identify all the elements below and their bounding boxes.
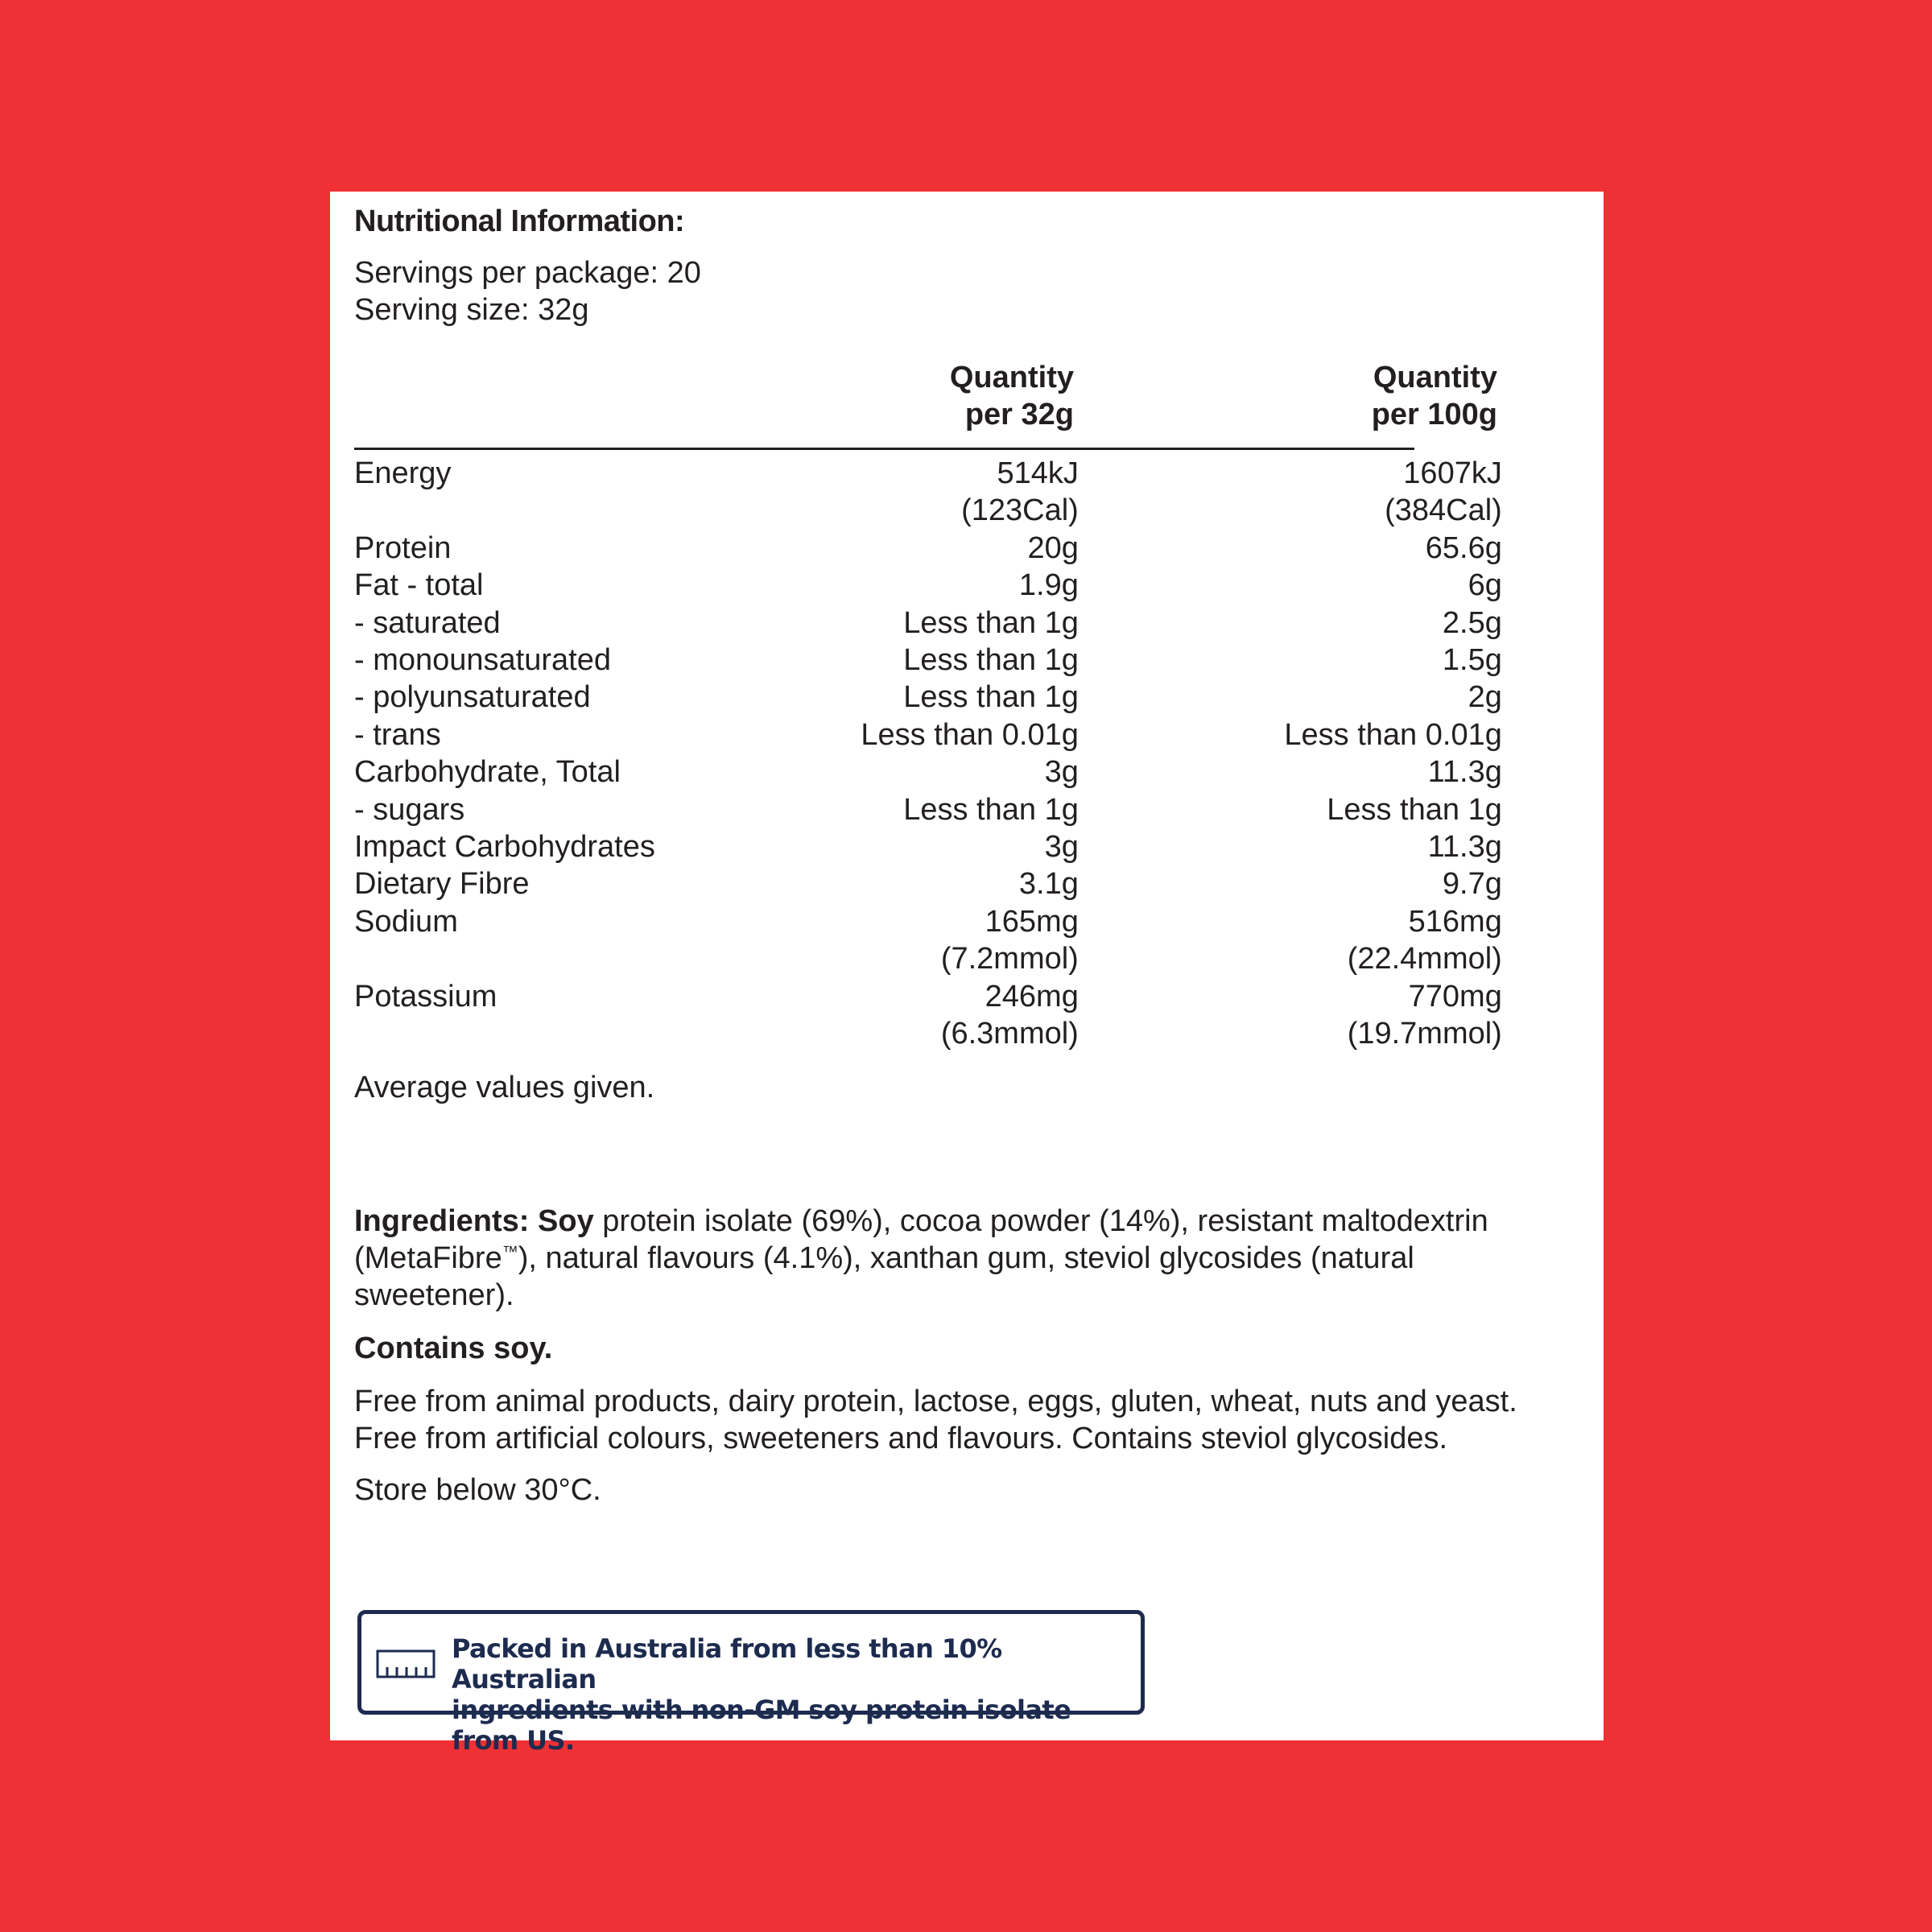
ingredients-text-line1: protein isolate (69%), cocoa powder (14%), resistant maltodextrin	[593, 1203, 1488, 1238]
free-from-line: Free from animal products, dairy protein, lactose, eggs, gluten, wheat, nuts and yeast.	[354, 1384, 1517, 1418]
table-row	[354, 455, 1502, 492]
column-header-line: Quantity	[1373, 361, 1497, 394]
table-row	[354, 978, 1502, 1015]
serving-info	[354, 254, 1578, 328]
header-divider	[354, 448, 1414, 450]
label-panel	[330, 192, 1604, 1756]
value-per-100g: 11.3g	[1427, 755, 1502, 790]
average-values-note: Average values given.	[354, 1070, 655, 1104]
value-per-100g: 1.5g	[1442, 643, 1502, 678]
value-per-100g: 9.7g	[1442, 867, 1502, 902]
value-per-serving: (7.2mmol)	[940, 942, 1079, 976]
serving-size: Serving size: 32g	[354, 293, 589, 327]
value-per-100g: 1607kJ	[1403, 456, 1502, 490]
allergen-statement: Contains soy.	[354, 1331, 553, 1365]
table-row	[354, 828, 1502, 865]
origin-line: Packed in Australia from less than 10% Australian	[452, 1633, 1002, 1695]
value-per-serving: 3g	[1044, 830, 1079, 865]
value-per-serving: (6.3mmol)	[940, 1017, 1079, 1051]
value-per-serving: 20g	[1027, 530, 1079, 565]
column-header-line: per 32g	[964, 398, 1074, 431]
column-header-per-100g	[1372, 359, 1497, 433]
table-row	[354, 940, 1502, 977]
table-row	[354, 865, 1502, 902]
servings-per-package: Servings per package: 20	[354, 256, 701, 290]
table-row	[354, 753, 1502, 791]
value-per-100g: 770mg	[1408, 979, 1502, 1013]
column-header-line: per 100g	[1371, 398, 1497, 431]
table-row	[354, 492, 1502, 529]
nutrient-label: - sugars	[354, 792, 465, 827]
nutrient-label: Carbohydrate, Total	[354, 755, 621, 790]
value-per-serving: 3g	[1044, 755, 1079, 790]
table-row	[354, 642, 1502, 679]
column-header-per-serving	[950, 359, 1074, 433]
nutrient-label	[354, 1015, 655, 1052]
value-per-100g: 2.5g	[1442, 605, 1502, 640]
value-per-100g: 6g	[1468, 568, 1502, 603]
nutrient-label: Dietary Fibre	[354, 867, 530, 902]
origin-statement	[452, 1633, 1141, 1756]
value-per-serving: Less than 1g	[903, 792, 1079, 827]
nutrition-table-header	[354, 351, 1578, 448]
value-per-100g: (384Cal)	[1385, 493, 1502, 528]
ingredients-text-line2b: ), natural flavours (4.1%), xanthan gum, steviol glycosides (natural sweetener).	[354, 1241, 1414, 1312]
nutrient-label: - saturated	[354, 605, 501, 640]
value-per-serving: 3.1g	[1018, 867, 1079, 902]
ingredients-bold-lead: Soy	[538, 1203, 594, 1238]
bar-chart-ruler-icon	[376, 1649, 436, 1678]
country-of-origin-label	[357, 1610, 1145, 1756]
nutrient-label	[354, 940, 655, 977]
nutrient-label: - polyunsaturated	[354, 680, 591, 715]
value-per-100g: 65.6g	[1425, 530, 1502, 565]
nutrition-title: Nutritional Information:	[354, 204, 685, 238]
value-per-serving: Less than 1g	[903, 643, 1079, 678]
trademark-symbol: ™	[502, 1242, 518, 1261]
table-row	[354, 605, 1502, 642]
table-row	[354, 530, 1502, 567]
label-content	[354, 203, 1578, 1509]
value-per-100g: 11.3g	[1427, 830, 1502, 865]
table-row	[354, 679, 1502, 716]
free-from-statement	[354, 1383, 1578, 1457]
nutrient-label: Fat - total	[354, 568, 484, 603]
nutrient-label: - trans	[354, 717, 441, 752]
table-row	[354, 903, 1502, 940]
nutrient-label: Sodium	[354, 904, 458, 939]
free-from-line: Free from artificial colours, sweeteners and flavours. Contains steviol glycosides.	[354, 1421, 1448, 1455]
origin-line: ingredients with non-GM soy protein isolate from US.	[452, 1695, 1071, 1756]
ingredients-statement	[354, 1203, 1578, 1314]
ingredients-label: Ingredients:	[354, 1203, 530, 1238]
nutrition-table-body	[354, 455, 1502, 1053]
value-per-serving: 1.9g	[1018, 568, 1079, 603]
value-per-serving: Less than 1g	[903, 680, 1079, 715]
nutrient-label: Potassium	[354, 979, 497, 1013]
value-per-serving: 514kJ	[997, 456, 1079, 490]
table-row	[354, 1015, 1502, 1052]
nutrient-label	[354, 492, 655, 529]
nutrition-table	[354, 455, 1502, 1053]
value-per-serving: 165mg	[985, 904, 1079, 939]
table-row	[354, 791, 1502, 828]
column-header-line: Quantity	[949, 361, 1074, 394]
value-per-100g: (19.7mmol)	[1347, 1017, 1502, 1051]
storage-instruction: Store below 30°C.	[354, 1472, 601, 1507]
value-per-serving: 246mg	[985, 979, 1079, 1013]
value-per-serving: Less than 1g	[903, 605, 1079, 640]
value-per-100g: Less than 1g	[1327, 792, 1502, 827]
value-per-serving: (123Cal)	[961, 493, 1079, 528]
value-per-100g: Less than 0.01g	[1284, 717, 1502, 752]
nutrient-label: Energy	[354, 456, 452, 490]
nutrient-label: - monounsaturated	[354, 643, 611, 678]
value-per-100g: 516mg	[1408, 904, 1502, 939]
nutrient-label: Protein	[354, 530, 452, 565]
ingredients-text-line2a: (MetaFibre	[354, 1241, 502, 1275]
value-per-100g: (22.4mmol)	[1347, 942, 1502, 976]
nutrient-label: Impact Carbohydrates	[354, 830, 655, 865]
table-row	[354, 567, 1502, 604]
value-per-100g: 2g	[1468, 680, 1502, 715]
table-row	[354, 716, 1502, 753]
value-per-serving: Less than 0.01g	[861, 717, 1079, 752]
